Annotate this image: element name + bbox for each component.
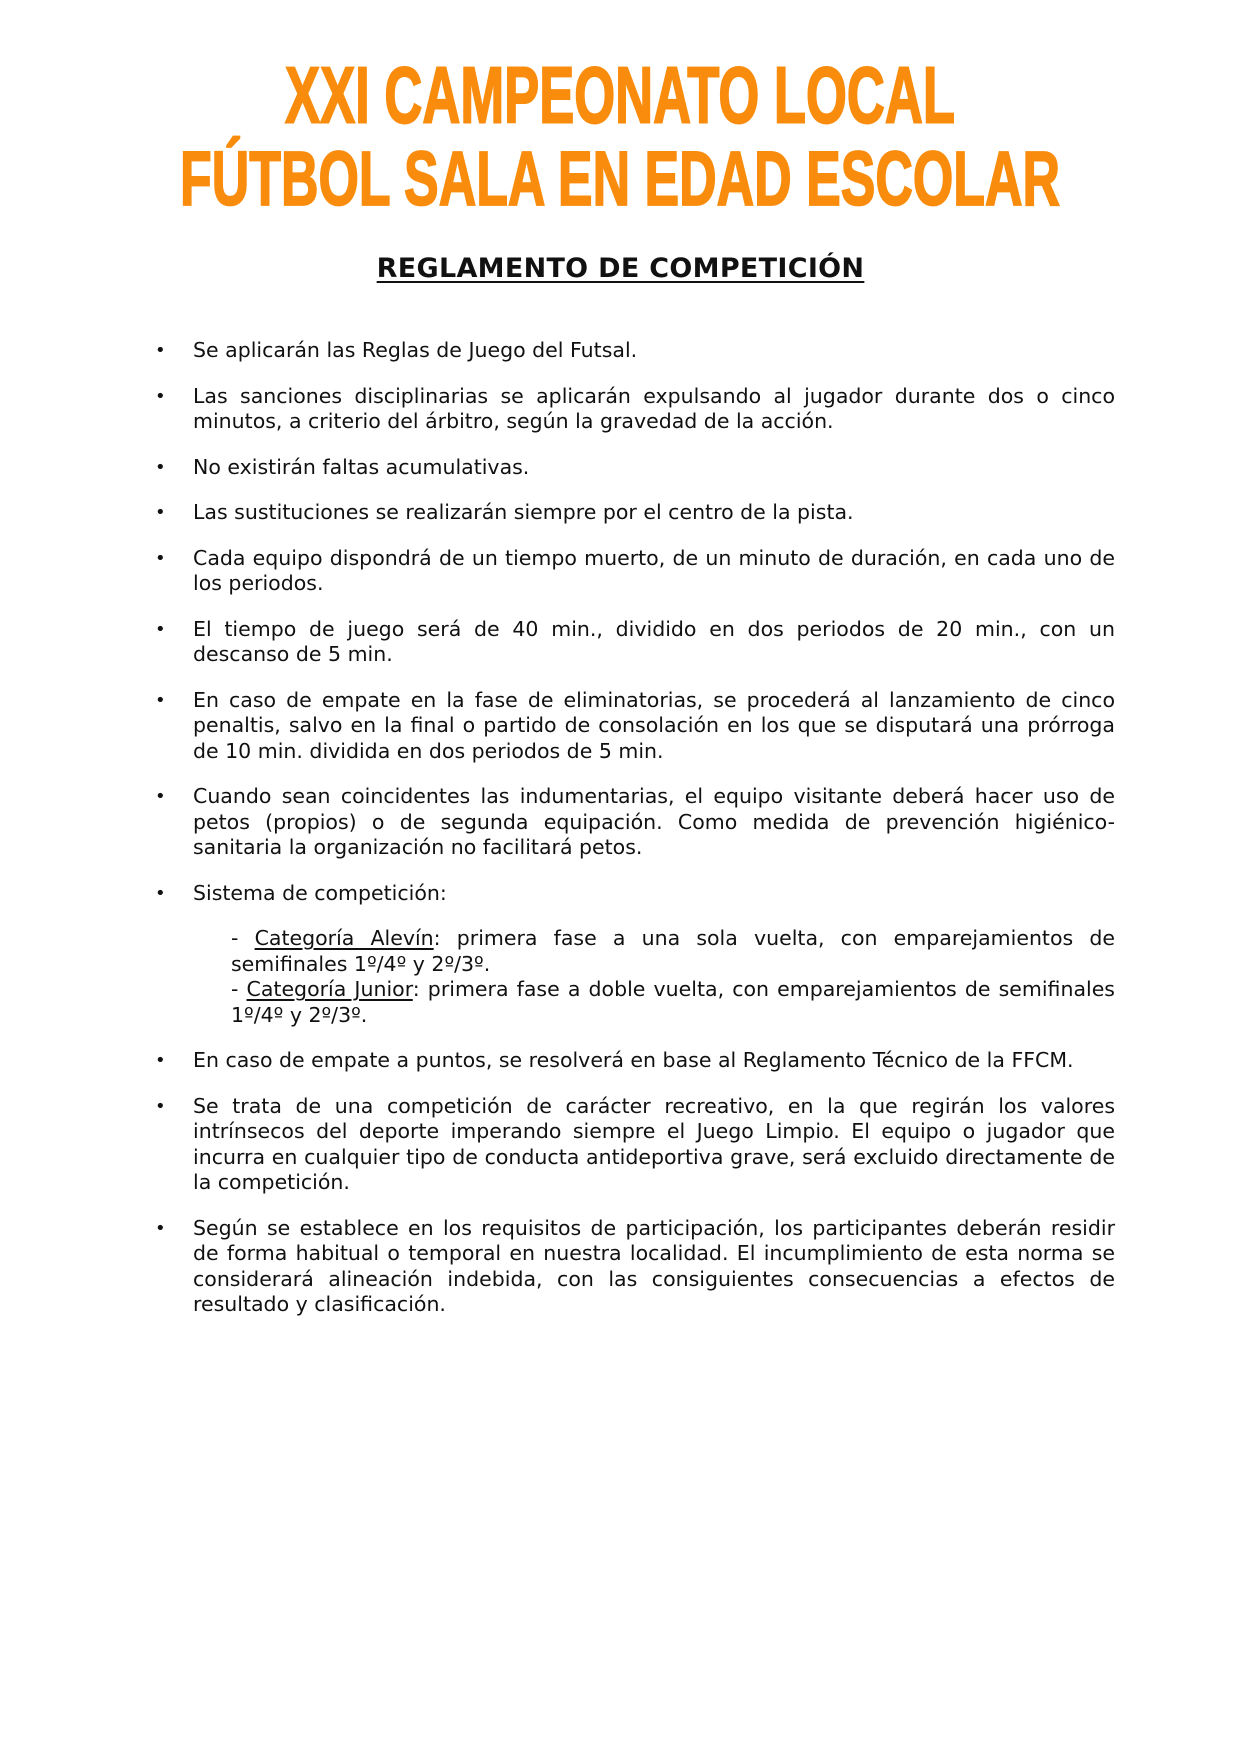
bullet-icon: •: [155, 689, 166, 711]
rule-text: Las sustituciones se realizarán siempre por el centro de la pista.: [193, 500, 854, 524]
rule-item-competition-system: [155, 881, 1115, 1029]
rule-text: Según se establece en los requisitos de participación, los participantes deberán residir de forma habitual o temporal en nuestra localidad. El incumplimiento de esta norma se considerará alineación indebida, con las consiguientes consecuencias a efectos de resultado y clasificación.: [193, 1215, 1115, 1316]
category-junior: [231, 977, 1115, 1028]
rule-text: Se aplicarán las Reglas de Juego del Futsal.: [193, 338, 638, 362]
rule-item: [155, 1048, 1115, 1074]
rule-item: [155, 1094, 1115, 1196]
document-title: REGLAMENTO DE COMPETICIÓN: [376, 253, 865, 284]
competition-system-label: Sistema de competición:: [193, 880, 447, 905]
rule-item: [155, 338, 1115, 364]
category-text: : primera fase a doble vuelta, con emparejamientos de semifinales 1º/4º y 2º/3º.: [231, 977, 1115, 1027]
bullet-icon: •: [155, 786, 166, 807]
category-text: : primera fase a una sola vuelta, con emparejamientos de semifinales 1º/4º y 2º/3º.: [231, 926, 1115, 976]
bullet-icon: •: [155, 1095, 166, 1117]
rule-item: [155, 455, 1115, 481]
rule-text: Se trata de una competición de carácter recreativo, en la que regirán los valores intrínsecos del deporte imperando siempre el Juego Limpio. El equipo o jugador que incurra en cualquier tipo de conducta antideportiva grave, será excluido directamente de la competición.: [193, 1093, 1115, 1194]
bullet-icon: •: [155, 618, 166, 640]
rule-text: El tiempo de juego será de 40 min., dividido en dos periodos de 20 min., con un descanso de 5 min.: [193, 616, 1115, 666]
rule-item: [155, 500, 1115, 526]
rule-item: [155, 688, 1115, 765]
bullet-icon: •: [155, 547, 166, 569]
rule-text: Las sanciones disciplinarias se aplicarán expulsando al jugador durante dos o cinco minutos, a criterio del árbitro, según la gravedad de la acción.: [193, 383, 1115, 433]
bullet-icon: •: [155, 502, 166, 523]
bullet-icon: •: [155, 385, 166, 407]
rules-list: [155, 338, 1115, 1338]
rule-text: Cada equipo dispondrá de un tiempo muerto, de un minuto de duración, en cada uno de los periodos.: [193, 545, 1115, 595]
category-name: Categoría Junior: [246, 977, 413, 1001]
rule-item: [155, 784, 1115, 861]
category-list: [193, 926, 1115, 1028]
banner-line-1: XXI CAMPEONATO LOCAL: [285, 50, 955, 141]
category-dash: -: [231, 977, 247, 1001]
rule-item: [155, 617, 1115, 668]
rule-text: Cuando sean coincidentes las indumentarias, el equipo visitante deberá hacer uso de petos (propios) o de segunda equipación. Como medida de prevención higiénico-sanitaria la organización no facilitará petos.: [193, 784, 1115, 859]
rule-text: En caso de empate en la fase de eliminatorias, se procederá al lanzamiento de cinco penaltis, salvo en la final o partido de consolación en los que se disputará una prórroga de 10 min. dividida en dos periodos de 5 min.: [193, 687, 1115, 763]
bullet-icon: •: [155, 882, 166, 904]
bullet-icon: •: [155, 1217, 166, 1239]
rule-item: [155, 546, 1115, 597]
banner-wordart: [120, 50, 1120, 230]
rule-item: [155, 384, 1115, 435]
bullet-icon: •: [155, 340, 166, 361]
bullet-icon: •: [155, 456, 166, 478]
bullet-icon: •: [155, 1050, 166, 1071]
category-alevin: [231, 926, 1115, 977]
category-dash: -: [231, 926, 255, 950]
category-name: Categoría Alevín: [254, 926, 434, 950]
rule-text: En caso de empate a puntos, se resolverá en base al Reglamento Técnico de la FFCM.: [193, 1048, 1074, 1072]
championship-banner: [120, 50, 1120, 230]
rule-text: No existirán faltas acumulativas.: [193, 454, 530, 479]
rule-item: [155, 1216, 1115, 1318]
banner-line-2: FÚTBOL SALA EN EDAD ESCOLAR: [180, 135, 1060, 222]
